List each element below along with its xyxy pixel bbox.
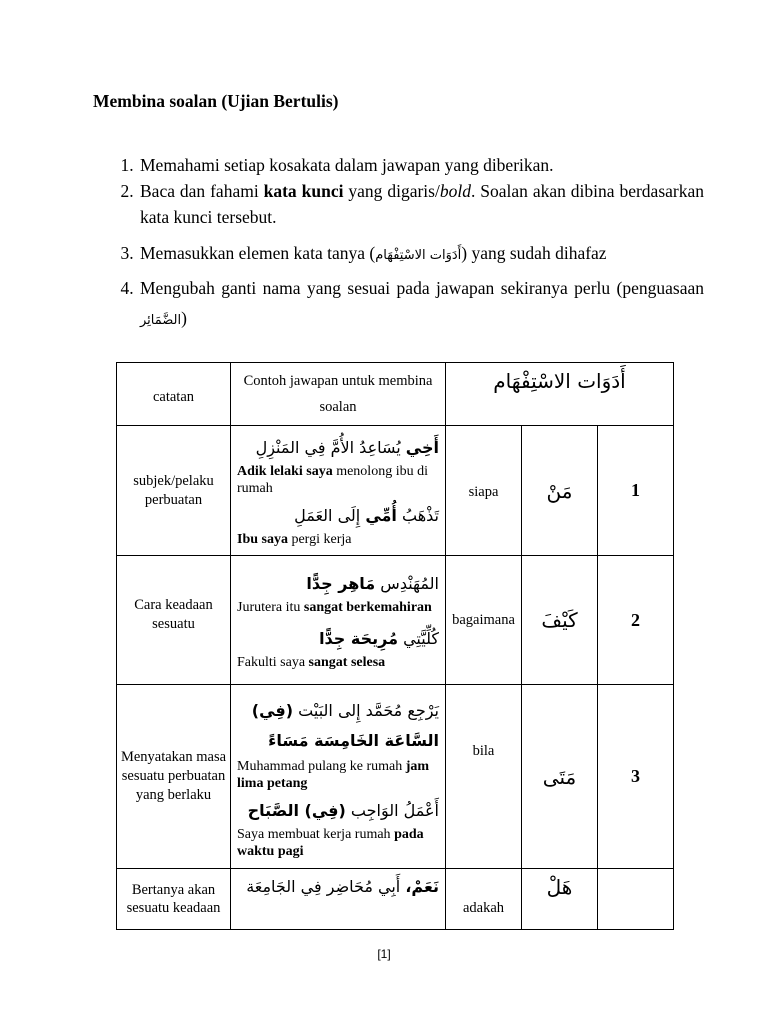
row-1-ex2-ms-bold: Ibu saya xyxy=(237,532,288,547)
header-note xyxy=(117,363,231,426)
row-2-example-1-arabic xyxy=(237,571,439,597)
row-1-number: 1 xyxy=(598,426,674,556)
row-2-ex2-ms-rest: Fakulti saya xyxy=(237,655,309,670)
table-row xyxy=(117,685,674,869)
row-3-ex2-ms-bold: pada waktu pagi xyxy=(237,826,424,859)
row-2-example-2-malay xyxy=(237,654,439,671)
step-2-text-a: Baca dan fahami xyxy=(140,181,264,201)
step-4 xyxy=(138,273,704,336)
step-4-text-b: ) xyxy=(181,308,187,328)
row-1-ex1-ms-rest: menolong ibu di rumah xyxy=(237,464,428,496)
step-2-italic: bold xyxy=(439,181,471,201)
row-3-example-1-malay xyxy=(237,758,439,792)
table-row xyxy=(117,556,674,685)
row-2-example-1-malay xyxy=(237,599,439,616)
row-2-examples xyxy=(231,556,446,685)
row-3-ex1-ar-a: يَرْجِع مُحَمَّد إِلى البَيْت xyxy=(293,700,439,720)
header-example-text: Contoh jawapan untuk membina soalan xyxy=(243,373,433,415)
row-3-ex1-ms-rest: Muhammad pulang ke rumah xyxy=(237,758,406,774)
row-4-example-1-arabic xyxy=(237,874,439,900)
instruction-list xyxy=(110,152,704,336)
row-1-ex2-ar-a: تَذْهَبُ xyxy=(396,506,439,525)
step-2-bold: kata kunci xyxy=(263,181,344,201)
header-arabic xyxy=(446,363,674,426)
row-3-ex2-ar-bold: (فِي) الصَّبَاح xyxy=(247,800,346,820)
row-1-ex2-ar-b: إِلَى العَمَلِ xyxy=(294,506,366,525)
step-2-text-b: yang digaris/ xyxy=(343,181,440,201)
step-3-arabic: أَدَوَات الاسْتِفْهَام xyxy=(375,248,462,263)
row-2-malay: bagaimana xyxy=(446,556,522,685)
row-1-ex1-ar-rest: يُسَاعِدُ الأُمَّ فِي المَنْزِلِ xyxy=(255,438,406,457)
row-1-example-1-malay xyxy=(237,463,439,497)
row-3-note: Menyatakan masa sesuatu perbuatan yang berlaku xyxy=(117,685,231,869)
row-2-example-2-arabic xyxy=(237,626,439,652)
row-3-ex2-ms-rest: Saya membuat kerja rumah xyxy=(237,826,395,842)
step-3-text-b: ) yang sudah dihafaz xyxy=(461,243,607,263)
row-3-example-1-arabic xyxy=(237,696,439,756)
row-3-examples xyxy=(231,685,446,869)
row-2-arabic-word: كَيْفَ xyxy=(522,556,598,685)
row-2-ex2-ms-bold: sangat selesa xyxy=(308,655,386,670)
row-4-arabic-word: هَلْ xyxy=(522,869,598,930)
row-4-ex1-ar-bold: نَعَمْ، xyxy=(405,877,439,896)
page-number: [1] xyxy=(377,947,391,961)
table-header-row xyxy=(117,363,674,426)
row-2-ex2-ar-a: كُلِّيَّتِي xyxy=(398,629,439,648)
row-3-ex2-ar-a: أَعْمَلُ الوَاجِب xyxy=(345,800,439,820)
step-3-text-a: Memasukkan elemen kata tanya ( xyxy=(140,243,376,263)
row-1-example-1-arabic xyxy=(237,435,439,461)
step-4-text-a: Mengubah ganti nama yang sesuai pada jawapan sekiranya perlu (penguasaan xyxy=(140,278,704,298)
row-3-ex1-ms-bold: jam lima petang xyxy=(237,758,430,791)
row-4-note: Bertanya akan sesuatu keadaan xyxy=(117,869,231,930)
step-2-text-c: . Soalan akan dibina berdasarkan kata kunci tersebut. xyxy=(140,181,704,227)
row-3-example-2-arabic xyxy=(237,798,439,824)
row-3-example-2-malay xyxy=(237,826,439,860)
row-2-ex1-ms-bold: sangat berkemahiran xyxy=(303,600,432,615)
row-2-ex1-ar-a: المُهَنْدِس xyxy=(375,574,439,593)
row-4-ex1-ar-rest: أَبِي مُحَاضِر فِي الجَامِعَة xyxy=(246,877,406,896)
header-arabic-text: أَدَوَات الاسْتِفْهَام xyxy=(493,369,626,393)
row-1-note: subjek/pelaku perbuatan xyxy=(117,426,231,556)
row-1-ex1-ar-bold: أَخِي xyxy=(405,438,439,457)
row-3-malay: bila xyxy=(446,685,522,869)
row-4-malay: adakah xyxy=(446,869,522,930)
row-1-ex1-ms-bold: Adik lelaki saya xyxy=(237,464,333,479)
row-4-number xyxy=(598,869,674,930)
header-example xyxy=(231,363,446,426)
header-note-text: catatan xyxy=(152,389,195,405)
row-2-ex2-ar-bold: مُرِيحَة جِدًّا xyxy=(319,629,398,648)
step-1-text: Memahami setiap kosakata dalam jawapan yang diberikan. xyxy=(140,155,554,175)
page-title: Membina soalan (Ujian Bertulis) xyxy=(93,91,339,111)
step-3 xyxy=(138,236,704,273)
row-4-examples xyxy=(231,869,446,930)
step-4-arabic: الضَّمَائِر xyxy=(140,313,182,328)
row-1-malay: siapa xyxy=(446,426,522,556)
row-1-example-2-malay xyxy=(237,531,439,548)
step-1 xyxy=(138,152,704,178)
row-2-ex1-ar-bold: مَاهِر جِدًّا xyxy=(306,574,376,593)
row-1-ex2-ar-bold: أُمِّي xyxy=(365,506,397,525)
row-2-number: 2 xyxy=(598,556,674,685)
row-1-ex2-ms-rest: pergi kerja xyxy=(287,532,352,547)
row-3-number: 3 xyxy=(598,685,674,869)
step-2 xyxy=(138,178,704,230)
row-1-examples xyxy=(231,426,446,556)
row-1-example-2-arabic xyxy=(237,503,439,529)
row-2-ex1-ms-rest: Jurutera itu xyxy=(237,600,304,615)
table-row xyxy=(117,869,674,930)
row-2-note: Cara keadaan sesuatu xyxy=(117,556,231,685)
question-words-table xyxy=(116,362,674,930)
row-3-arabic-word: مَتَى xyxy=(522,685,598,869)
table-row xyxy=(117,426,674,556)
row-1-arabic-word: مَنْ xyxy=(522,426,598,556)
row-3-ex1-ar-bold: (فِي) السَّاعَة الخَامِسَة مَسَاءً xyxy=(251,700,439,750)
